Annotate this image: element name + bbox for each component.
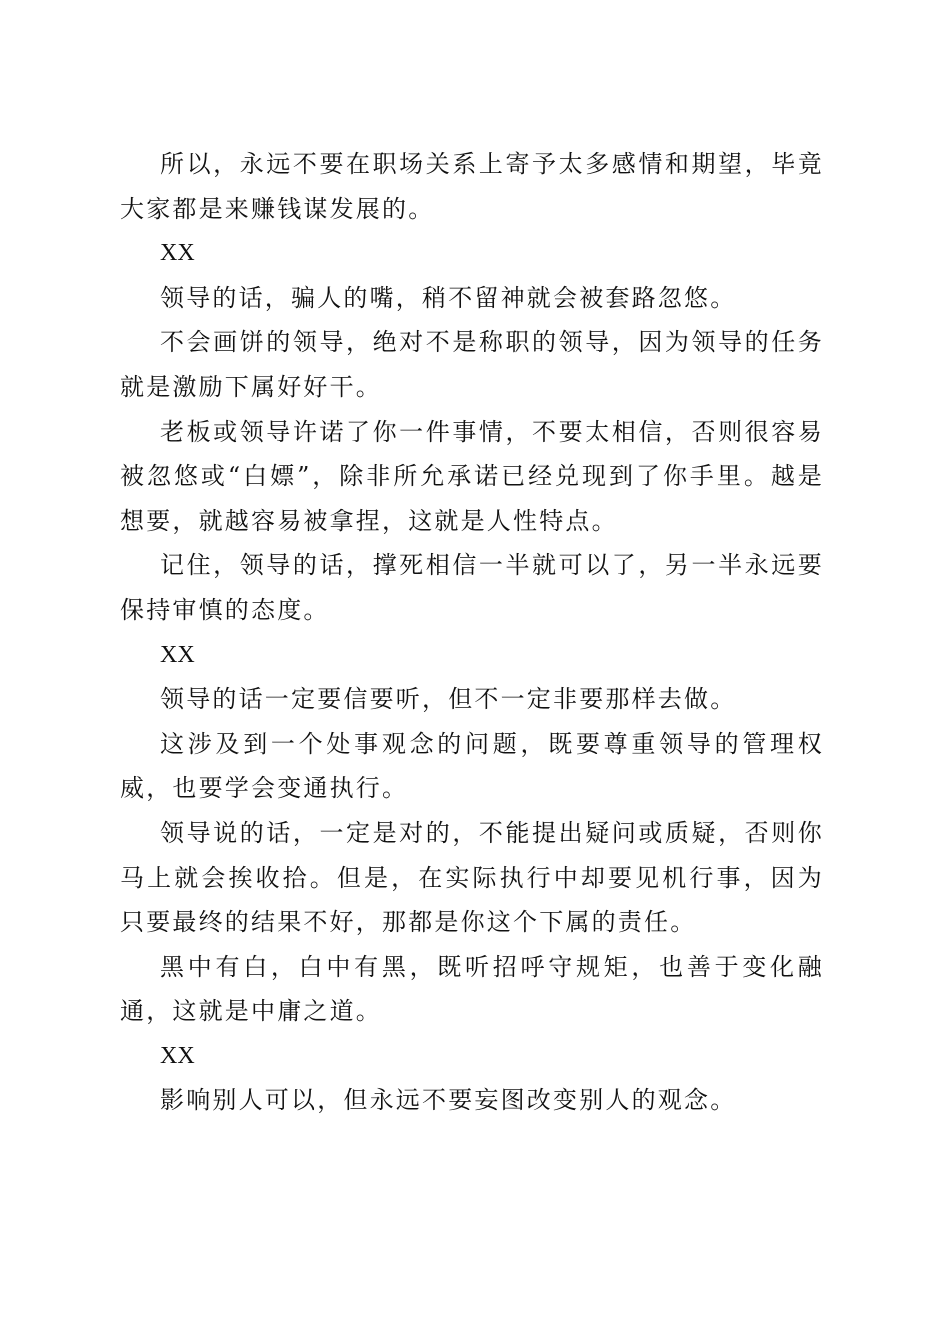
- section-marker: XX: [160, 240, 195, 267]
- paragraph: 不会画饼的领导，绝对不是称职的领导，因为领导的任务就是激励下属好好干。: [120, 328, 824, 401]
- section-marker: XX: [160, 641, 195, 668]
- paragraph: 这涉及到一个处事观念的问题，既要尊重领导的管理权威，也要学会变通执行。: [120, 729, 824, 803]
- paragraph: 老板或领导许诺了你一件事情，不要太相信，否则很容易被忽悠或“白嫖”，除非所允承诺已经兑现到了你手里。越是想要，就越容易被拿捏，这就是人性特点。: [120, 417, 824, 535]
- paragraph: 领导的话一定要信要听，但不一定非要那样去做。: [160, 685, 737, 714]
- section-marker: XX: [160, 1042, 195, 1069]
- paragraph: 记住，领导的话，撑死相信一半就可以了，另一半永远要保持审慎的态度。: [120, 551, 824, 624]
- paragraph: 影响别人可以，但永远不要妄图改变别人的观念。: [160, 1086, 737, 1115]
- paragraph: 所以，永远不要在职场关系上寄予太多感情和期望，毕竟大家都是来赚钱谋发展的。: [120, 150, 824, 223]
- paragraph: 领导的话，骗人的嘴，稍不留神就会被套路忽悠。: [160, 283, 737, 312]
- document-body: [120, 142, 824, 1123]
- paragraph: 黑中有白，白中有黑，既听招呼守规矩，也善于变化融通，这就是中庸之道。: [120, 952, 824, 1026]
- paragraph: 领导说的话，一定是对的，不能提出疑问或质疑，否则你马上就会挨收拾。但是，在实际执行中却要见机行事，因为只要最终的结果不好，那都是你这个下属的责任。: [120, 818, 824, 937]
